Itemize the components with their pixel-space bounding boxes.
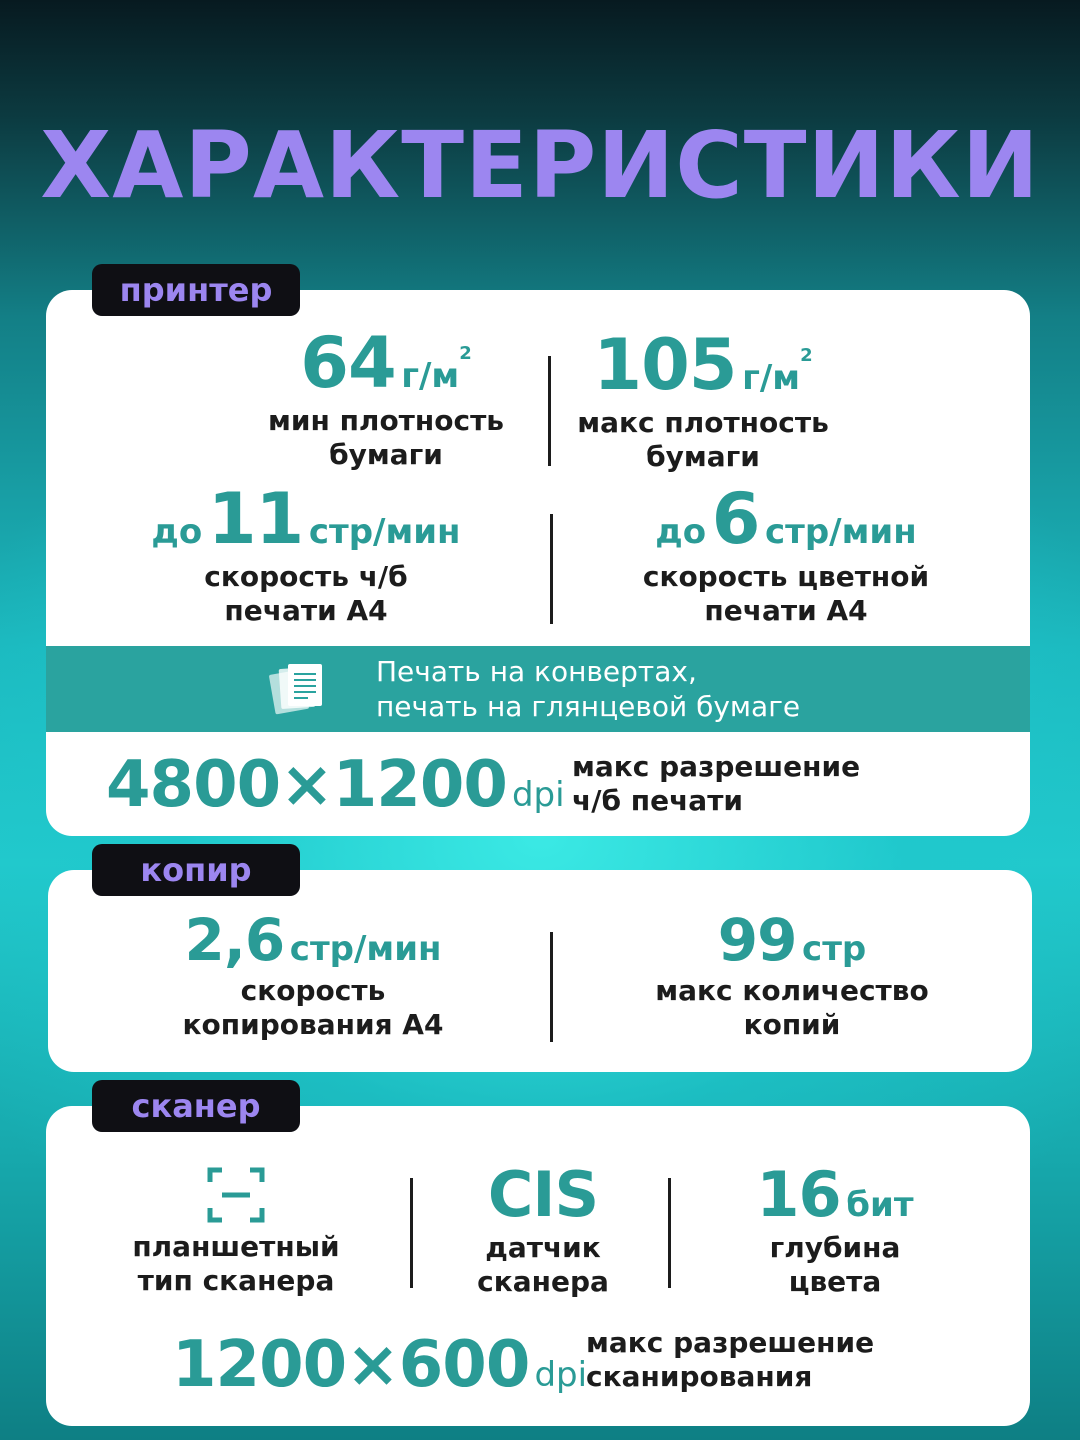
- max-density-unit: г/м: [742, 358, 801, 398]
- bw-speed-stat: [146, 478, 466, 628]
- divider: [410, 1178, 413, 1288]
- scanner-type-label: планшетный тип сканера: [132, 1230, 340, 1297]
- min-density-sup: 2: [459, 343, 472, 364]
- max-copies-label: макс количество копий: [655, 974, 929, 1041]
- print-resolution-label: макс разрешение ч/б печати: [572, 750, 861, 817]
- printer-card: [46, 290, 1030, 836]
- features-text: Печать на конвертах, печать на глянцевой бумаге: [376, 655, 801, 723]
- print-resolution-unit: dpi: [511, 775, 565, 815]
- copy-speed-unit: стр/мин: [289, 929, 442, 969]
- max-density-value: 105: [593, 324, 737, 406]
- copier-tag: копир: [92, 844, 300, 896]
- features-band: [46, 646, 1030, 732]
- scan-resolution-unit: dpi: [534, 1355, 588, 1395]
- scanner-card: [46, 1106, 1030, 1426]
- color-speed-value: 6: [711, 478, 760, 560]
- max-density-label: макс плотность бумаги: [577, 406, 829, 473]
- color-speed-prefix: до: [655, 512, 707, 552]
- scan-resolution: [172, 1328, 587, 1402]
- sensor-stat: [428, 1158, 658, 1299]
- bw-speed-value: 11: [207, 478, 304, 560]
- color-depth-unit: бит: [846, 1185, 914, 1225]
- max-density-sup: 2: [800, 345, 813, 366]
- color-depth-stat: [720, 1158, 950, 1299]
- color-speed-unit: стр/мин: [764, 512, 917, 552]
- page-title: ХАРАКТЕРИСТИКИ: [40, 112, 1040, 219]
- printer-tag: принтер: [92, 264, 300, 316]
- max-density-stat: [558, 324, 848, 474]
- divider: [548, 356, 551, 466]
- bw-speed-prefix: до: [151, 512, 203, 552]
- min-density-value: 64: [300, 322, 396, 404]
- min-density-unit: г/м: [401, 356, 460, 396]
- documents-icon: [268, 660, 330, 722]
- divider: [668, 1178, 671, 1288]
- sensor-label: датчик сканера: [477, 1231, 609, 1298]
- bw-speed-unit: стр/мин: [308, 512, 461, 552]
- max-copies-stat: [632, 906, 952, 1042]
- sensor-value: CIS: [487, 1158, 599, 1231]
- scanner-type-stat: [106, 1166, 366, 1298]
- min-density-label: мин плотность бумаги: [267, 404, 505, 471]
- scanner-tag: сканер: [92, 1080, 300, 1132]
- color-speed-stat: [606, 478, 966, 628]
- scan-resolution-label: макс разрешение сканирования: [586, 1326, 875, 1393]
- max-copies-unit: стр: [802, 929, 867, 969]
- bw-speed-label: скорость ч/б печати А4: [204, 560, 408, 627]
- scan-frame-icon: [106, 1166, 366, 1230]
- min-density-stat: [246, 322, 526, 472]
- scan-resolution-value: 1200×600: [172, 1328, 530, 1402]
- copy-speed-stat: [148, 906, 478, 1042]
- color-depth-label: глубина цвета: [769, 1231, 901, 1298]
- print-resolution: [106, 748, 565, 822]
- copy-speed-value: 2,6: [184, 906, 285, 974]
- divider: [550, 932, 553, 1042]
- print-resolution-value: 4800×1200: [106, 748, 507, 822]
- copy-speed-label: скорость копирования А4: [182, 974, 444, 1041]
- copier-card: [48, 870, 1032, 1072]
- color-speed-label: скорость цветной печати А4: [642, 560, 930, 627]
- max-copies-value: 99: [717, 906, 797, 974]
- divider: [550, 514, 553, 624]
- color-depth-value: 16: [756, 1158, 841, 1231]
